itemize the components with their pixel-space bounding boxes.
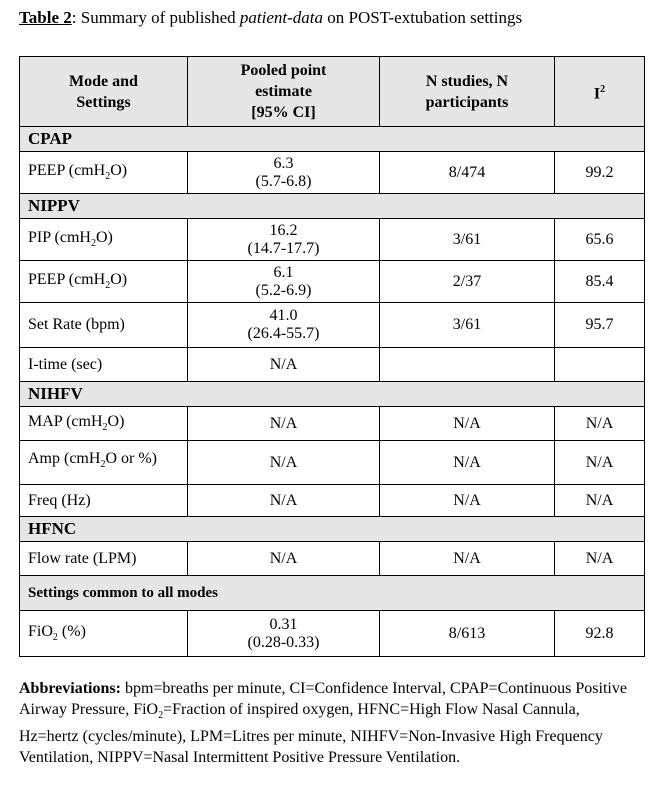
studies-cell: N/A xyxy=(380,441,555,485)
row-label: Freq (Hz) xyxy=(20,485,188,517)
group-row-common: Settings common to all modes xyxy=(20,576,645,611)
i2-cell: 65.6 xyxy=(555,219,645,261)
table-label: Table 2 xyxy=(19,8,72,27)
estimate-cell: N/A xyxy=(188,441,380,485)
estimate-cell: N/A xyxy=(188,407,380,441)
row-label: PEEP (cmH$_2$O) xyxy=(20,152,188,194)
i2-cell: N/A xyxy=(555,441,645,485)
estimate-cell: 41.0 (26.4-55.7) xyxy=(188,303,380,348)
group-row-nippv: NIPPV xyxy=(20,194,645,219)
abbreviations-note: Abbreviations: bpm=breaths per minute, CI=Confidence Interval, CPAP=Continuous Positive Airway Pressure, FiO$_2$=Fraction of inspired oxygen, HFNC=High Flow Nasal Cannula, Hz=hertz (cycles/minute), LPM=Litres per minute, NIHFV=Non-Invasive High Frequency Ventilation, NIPPV=Nasal Intermittent Positive Pressure Ventilation. xyxy=(19,680,627,767)
row-label: Flow rate (LPM) xyxy=(20,542,188,576)
i2-cell: 95.7 xyxy=(555,303,645,348)
studies-cell: 2/37 xyxy=(380,261,555,303)
studies-cell: 8/613 xyxy=(380,611,555,657)
i2-cell: 99.2 xyxy=(555,152,645,194)
studies-cell: 3/61 xyxy=(380,219,555,261)
studies-cell: N/A xyxy=(380,407,555,441)
table-row xyxy=(20,219,645,261)
row-label: FiO$_2$ (%) xyxy=(20,611,188,657)
i2-cell: N/A xyxy=(555,485,645,517)
header-row xyxy=(20,57,645,127)
row-label: PEEP (cmH$_2$O) xyxy=(20,261,188,303)
header-mode-settings: Mode and Settings xyxy=(20,57,188,127)
row-label: PIP (cmH$_2$O) xyxy=(20,219,188,261)
row-label: MAP (cmH$_2$O) xyxy=(20,407,188,441)
header-i-squared: $I^2$ xyxy=(555,57,645,127)
studies-cell: N/A xyxy=(380,542,555,576)
table-row xyxy=(20,348,645,382)
table-row xyxy=(20,303,645,348)
table-row xyxy=(20,441,645,485)
table-row xyxy=(20,611,645,657)
header-pooled-estimate: Pooled point estimate [95% CI] xyxy=(188,57,380,127)
header-studies-participants: N studies, N participants xyxy=(380,57,555,127)
table-row xyxy=(20,542,645,576)
table-row xyxy=(20,261,645,303)
estimate-cell: 0.31 (0.28-0.33) xyxy=(188,611,380,657)
group-row-nihfv: NIHFV xyxy=(20,382,645,407)
group-row-hfnc: HFNC xyxy=(20,517,645,542)
row-label: Set Rate (bpm) xyxy=(20,303,188,348)
table-caption xyxy=(19,8,522,28)
row-label: Amp (cmH$_2$O or %) xyxy=(20,441,188,485)
table-row xyxy=(20,407,645,441)
summary-table xyxy=(19,56,645,657)
studies-cell: 3/61 xyxy=(380,303,555,348)
caption-text-pre: : Summary of published xyxy=(71,8,240,27)
estimate-cell: N/A xyxy=(188,485,380,517)
studies-cell: 8/474 xyxy=(380,152,555,194)
estimate-cell: 6.3 (5.7-6.8) xyxy=(188,152,380,194)
i2-cell xyxy=(555,348,645,382)
row-label: I-time (sec) xyxy=(20,348,188,382)
i2-cell: N/A xyxy=(555,542,645,576)
estimate-cell: N/A xyxy=(188,348,380,382)
abbreviations-heading: Abbreviations: xyxy=(19,680,121,697)
estimate-cell: N/A xyxy=(188,542,380,576)
table-row xyxy=(20,152,645,194)
caption-text-italic: patient-data xyxy=(239,8,323,27)
studies-cell: N/A xyxy=(380,485,555,517)
table-row xyxy=(20,485,645,517)
i2-cell: 85.4 xyxy=(555,261,645,303)
caption-text-post: on POST-extubation settings xyxy=(322,8,523,27)
i2-cell: N/A xyxy=(555,407,645,441)
estimate-cell: 16.2 (14.7-17.7) xyxy=(188,219,380,261)
i2-cell: 92.8 xyxy=(555,611,645,657)
group-row-cpap: CPAP xyxy=(20,127,645,152)
estimate-cell: 6.1 (5.2-6.9) xyxy=(188,261,380,303)
studies-cell xyxy=(380,348,555,382)
